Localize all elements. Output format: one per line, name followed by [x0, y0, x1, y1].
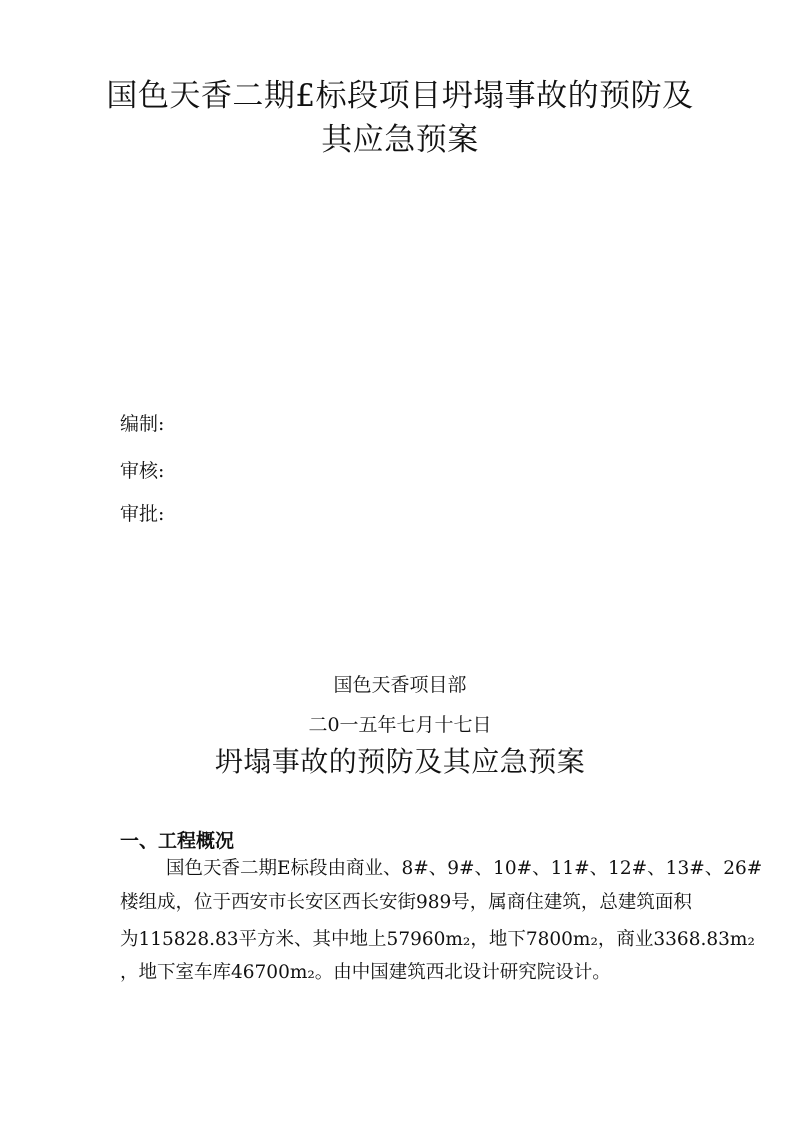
signature-reviewed-by: 审核: [120, 460, 165, 482]
section-heading: 一、工程概况 [120, 830, 235, 852]
document-title: 坍塌事故的预防及其应急预案 [214, 745, 586, 778]
paragraph-line: 楼组成，位于西安市长安区西长安街989号，属商住建筑，总建筑面积 [120, 892, 692, 913]
organization-name: 国色天香项目部 [333, 674, 467, 696]
signature-approved-by: 审批: [120, 503, 165, 525]
signature-compiled-by: 编制: [120, 413, 165, 435]
paragraph-line: 国色天香二期E标段由商业、8#、9#、10#、11#、12#、13#、26# [166, 858, 763, 879]
cover-title-line-1: 国色天香二期£标段项目坍塌事故的预防及 [106, 78, 694, 114]
paragraph-line: ，地下室车库46700m₂。由中国建筑西北设计研究院设计。 [120, 962, 611, 983]
document-date: 二0一五年七月十七日 [308, 714, 492, 736]
cover-title-line-2: 其应急预案 [321, 122, 479, 158]
paragraph-line: 为115828.83平方米、其中地上57960m₂，地下7800m₂，商业3368.83m₂ [120, 929, 755, 950]
cover-title [60, 74, 740, 162]
